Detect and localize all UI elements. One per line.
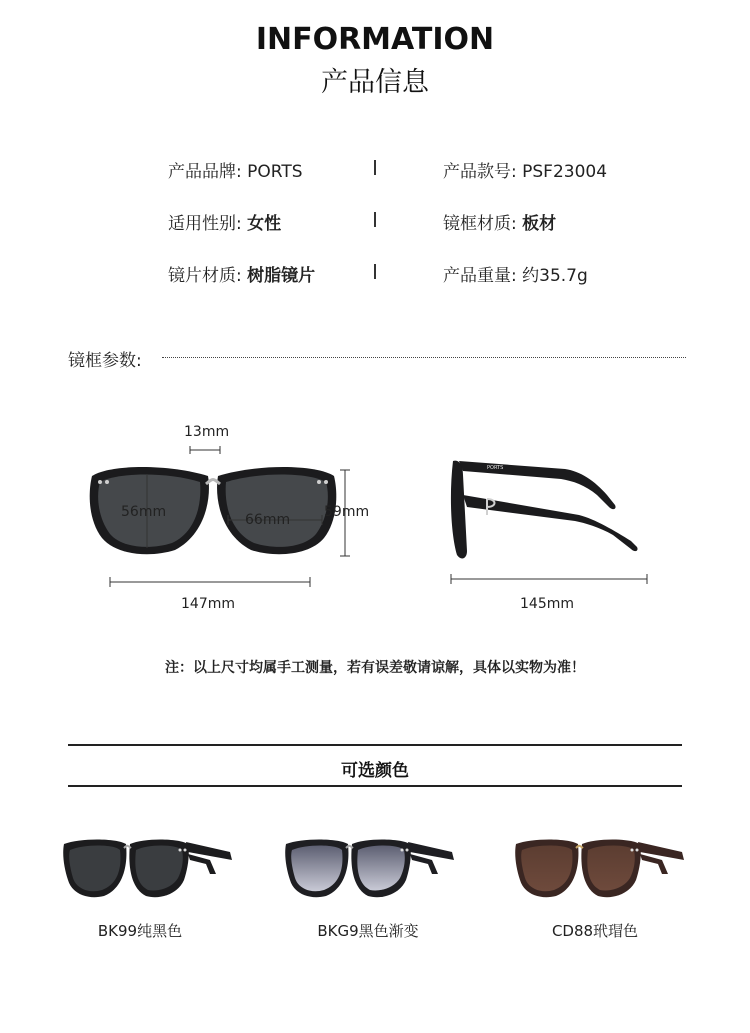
- spec-gender-label: 适用性别:: [168, 214, 242, 234]
- temple-length-label: 145mm: [520, 596, 574, 612]
- front-right-lens: [217, 467, 336, 554]
- dotted-divider: [162, 357, 686, 358]
- page-title-en: INFORMATION: [255, 22, 495, 57]
- variant-bk99-label: BK99纯黑色: [97, 922, 183, 940]
- variant-cd88-label: CD88玳瑁色: [551, 922, 639, 940]
- spec-lens-material-value: 树脂镜片: [247, 266, 316, 286]
- spec-frame-material-label: 镜框材质:: [443, 214, 517, 234]
- spec-lens-material: [168, 261, 315, 286]
- colors-section-title: 可选颜色: [341, 761, 409, 781]
- variant-bk99-image: [60, 830, 250, 910]
- section-divider-top: [68, 744, 682, 746]
- measurement-note: 注：以上尺寸均属手工测量，若有误差敬请谅解，具体以实物为准！: [165, 660, 585, 676]
- spec-weight-value: 约35.7g: [522, 266, 588, 286]
- variant-bkg9-image: [282, 830, 472, 910]
- spec-divider: [374, 160, 376, 175]
- temple-brand-text: PORTS: [487, 465, 504, 471]
- section-divider-bottom: [68, 785, 682, 787]
- spec-weight: [443, 261, 588, 286]
- spec-brand-value: PORTS: [247, 162, 303, 182]
- variant-bkg9-label: BKG9黑色渐变: [317, 922, 419, 940]
- spec-model-label: 产品款号:: [443, 162, 517, 182]
- spec-weight-label: 产品重量:: [443, 266, 517, 286]
- spec-divider: [374, 264, 376, 279]
- front-view-diagram: [80, 420, 380, 620]
- frame-height-label: 59mm: [324, 504, 370, 520]
- spec-model-value: PSF23004: [522, 162, 608, 182]
- lens-height-label: 56mm: [121, 504, 167, 520]
- spec-lens-material-label: 镜片材质:: [168, 266, 242, 286]
- spec-gender: [168, 209, 281, 234]
- bridge-width-label: 13mm: [184, 424, 230, 440]
- spec-gender-value: 女性: [247, 214, 282, 234]
- frame-width-label: 147mm: [181, 596, 235, 612]
- variant-cd88-image: [512, 830, 702, 910]
- page-title-cn: 产品信息: [321, 67, 429, 98]
- lens-width-label: 66mm: [245, 512, 291, 528]
- side-view-diagram: [445, 455, 655, 595]
- spec-frame-material-value: 板材: [522, 214, 557, 234]
- spec-brand: [168, 157, 303, 182]
- spec-divider: [374, 212, 376, 227]
- spec-frame-material: [443, 209, 556, 234]
- spec-brand-label: 产品品牌:: [168, 162, 242, 182]
- frame-params-label: 镜框参数:: [68, 351, 142, 371]
- spec-model: [443, 157, 607, 182]
